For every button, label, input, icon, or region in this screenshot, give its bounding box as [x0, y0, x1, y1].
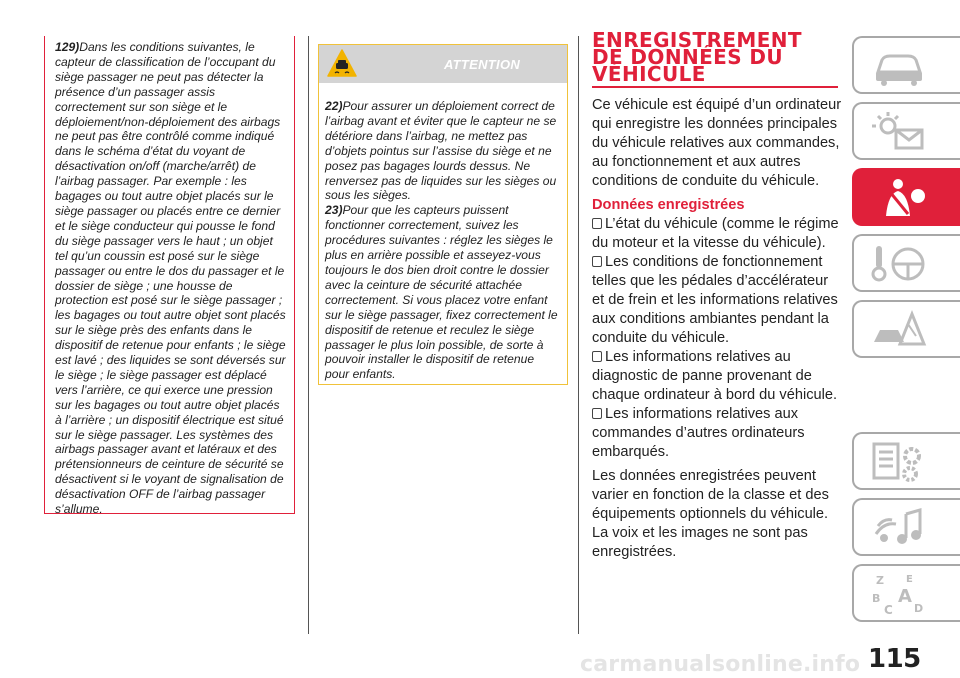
tab-warning-lights[interactable] — [852, 102, 960, 160]
section-title-line: VÉHICULE — [592, 62, 706, 86]
warning-item — [325, 99, 561, 203]
warning-item — [325, 203, 561, 382]
warning-text: Pour que les capteurs puissent fonctionner correctement, suivez les procédures suivantes : réglez les sièges le plus en arrière possible et asseyez-vous toujours le dos bien droit contre le dossier avec la ceinture de sécurité attachée correctement. Si vous placez votre enfant sur le siège passager, fixez correctement le dispositif de retenue et reculez le siège passager le plus loin possible, de sorte à pouvoir installer le dispositif de retenue pour enfants. — [325, 203, 558, 382]
bullet-item — [592, 348, 842, 405]
steering-wheel-key-icon — [868, 242, 928, 286]
index-letter: Z — [876, 574, 884, 587]
tab-multimedia[interactable] — [852, 498, 960, 556]
index-letter: B — [872, 592, 881, 605]
warning-title: ATTENTION — [443, 57, 521, 72]
column-divider — [308, 36, 309, 634]
section-title-line: ENREGISTREMENT — [592, 28, 802, 52]
bullet-item — [592, 253, 842, 348]
section-title — [592, 28, 838, 86]
tab-starting-driving[interactable] — [852, 234, 960, 292]
bullet-item — [592, 405, 842, 462]
bullet-item — [592, 215, 842, 253]
column-divider — [578, 36, 579, 634]
bullet-text: Les informations relatives au diagnostic de panne provenant de chaque ordinateur à bord du véhicule. — [592, 349, 838, 403]
seatbelt-airbag-icon — [868, 176, 928, 220]
section-body — [592, 96, 842, 562]
tab-safety[interactable] — [852, 168, 960, 226]
index-letter: A — [898, 586, 912, 607]
index-letter: D — [914, 602, 924, 615]
warning-lights-icon — [868, 110, 928, 154]
section-title-line: DE DONNÉES DU — [592, 45, 784, 69]
page-number: 115 — [868, 644, 921, 674]
bullet-text: L’état du véhicule (comme le régime du moteur et la vitesse du véhicule). — [592, 216, 839, 251]
bullet-text: Les conditions de fonctionnement telles que les pédales d’accélérateur et de frein et les informations relatives aux conditions ambiantes pendant la conduite du véhicule. — [592, 254, 838, 346]
checkbox-bullet-icon — [592, 351, 602, 362]
tab-emergency[interactable] — [852, 300, 960, 358]
index-letter: E — [906, 574, 913, 585]
warning-body — [319, 83, 567, 382]
closing-paragraph: Les données enregistrées peuvent varier en fonction de la classe et des équipements optionnels du véhicule. La voix et les images ne sont pas enregistrées. — [592, 468, 829, 560]
intro-paragraph: Ce véhicule est équipé d’un ordinateur qui enregistre les données principales du véhicule relatives aux commandes, au fonctionnement et aux autres conditions de conduite du véhicule. — [592, 97, 842, 189]
warning-ref: 23) — [325, 203, 343, 218]
warning-box — [318, 44, 568, 385]
watermark: carmanualsonline.info — [580, 652, 861, 677]
checkbox-bullet-icon — [592, 218, 602, 229]
note-text: Dans les conditions suivantes, le capteur de classification de l’occupant du siège passager ne peut pas détecter la présence d’un passager assis correctement sur son siège et le déploiement/non-déploiement des airbags ne peut pas être contrôlé comme indiqué dans le schéma d’état du voyant de désactivation on/off (marche/arrêt) de l’airbag passager. Par exemple : les bagages ou tout autre objet placés sur le siège passager ou placés entre ce dernier et le siège conducteur qui pousse le fond du siège passager vers le haut ; un objet tel qu’un coussin est posé sur le siège passager ou entre le dos du passager et le dossier de siège ; une housse de protection est posé sur le siège passager ; les bagages ou tout autre objet sont placés sur le siège près des enfants dans le dispositif de retenue pour enfants ; le siège est lavé ; des liquides se sont déversés sur le siège ; le siège passager est déplacé vers l’arrière, ce qui exerce une pression sur les bagages ou tout autre objet placés à l’arrière ; un dispositif électrique est situé sur le siège passager. Les systèmes des airbags passager avant et latéraux et des prétensionneurs de ceinture de sécurité se désactivent si le voyant de signalisation de désactivation OFF de l’airbag passager s’allume. — [55, 40, 286, 517]
note-ref: 129) — [55, 40, 80, 54]
checkbox-bullet-icon — [592, 256, 602, 267]
maintenance-gears-icon — [868, 440, 928, 484]
index-letter: C — [884, 603, 893, 616]
warning-text: Pour assurer un déploiement correct de l’airbag avant et éviter que le capteur ne se détériore dans l’airbag, ne mettez pas d’objets pointus sur l’assise du siège et ne posez pas bagages lourds dessus. Ne renversez pas de liquides sur les sièges ou sous les sièges. — [325, 99, 557, 203]
tab-car-dashboard[interactable] — [852, 36, 960, 94]
roadside-warning-triangle-icon — [868, 308, 928, 352]
warning-header — [319, 45, 567, 83]
car-dashboard-icon — [868, 44, 928, 88]
alphabetical-index-icon — [868, 572, 928, 616]
checkbox-bullet-icon — [592, 408, 602, 419]
title-underline — [592, 86, 838, 88]
tab-maintenance[interactable] — [852, 432, 960, 490]
bullet-text: Les informations relatives aux commandes d’autres ordinateurs embarqués. — [592, 406, 805, 460]
note-box — [44, 36, 295, 517]
subheading: Données enregistrées — [592, 197, 745, 213]
warning-ref: 22) — [325, 99, 343, 113]
multimedia-music-icon — [868, 506, 928, 550]
tab-index[interactable] — [852, 564, 960, 622]
note-paragraph — [55, 40, 286, 517]
